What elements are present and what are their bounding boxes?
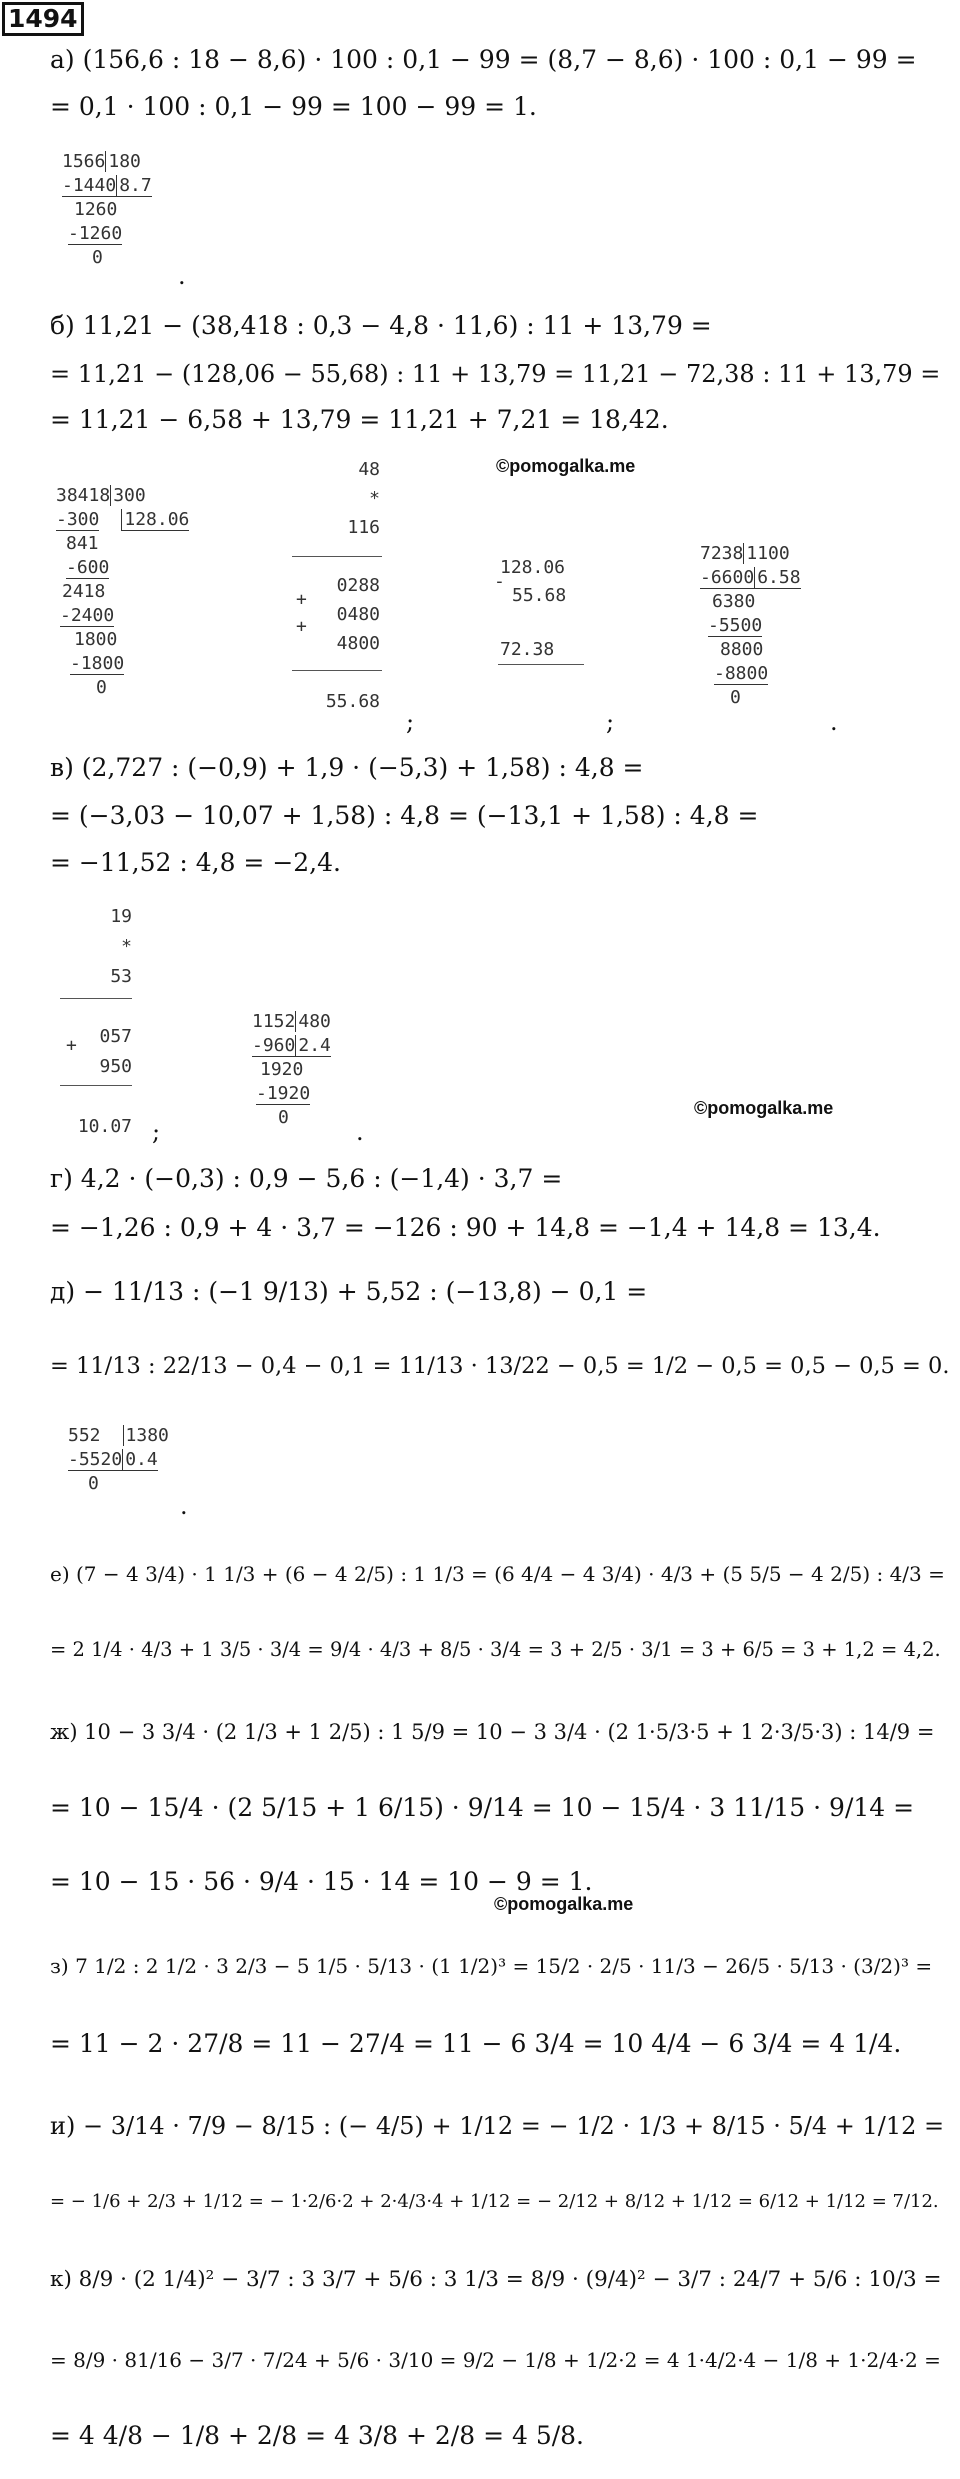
line-i1: и) − 3/14 · 7/9 − 8/15 : (− 4/5) + 1/12 = − 1/2 · 1/3 + 8/15 · 5/4 + 1/12 = bbox=[50, 2112, 945, 2140]
line-k1: к) 8/9 · (2 1/4)² − 3/7 : 3 3/7 + 5/6 : 3 1/3 = 8/9 · (9/4)² − 3/7 : 24/7 + 5/6 : 10/3 = bbox=[50, 2267, 942, 2292]
separator: . bbox=[180, 1492, 188, 1520]
line-v3: = −11,52 : 4,8 = −2,4. bbox=[50, 848, 341, 877]
calc-d-division: 552 1380 -5520 0.4 0 bbox=[68, 1425, 169, 1494]
rule bbox=[60, 1085, 132, 1086]
separator: ; bbox=[152, 1118, 161, 1146]
line-a1: а) (156,6 : 18 − 8,6) · 100 : 0,1 − 99 = (8,7 − 8,6) · 100 : 0,1 − 99 = bbox=[50, 45, 917, 74]
calc-b-subtraction: 128.06 55.68 72.38 bbox=[500, 557, 567, 660]
line-zh1: ж) 10 − 3 3/4 · (2 1/3 + 1 2/5) : 1 5/9 = 10 − 3 3/4 · (2 1·5/3·5 + 1 2·3/5·3) : 14/9 = bbox=[50, 1720, 935, 1744]
line-g2: = −1,26 : 0,9 + 4 · 3,7 = −126 : 90 + 14,8 = −1,4 + 14,8 = 13,4. bbox=[50, 1213, 881, 1242]
rule bbox=[292, 670, 382, 671]
line-i2: = − 1/6 + 2/3 + 1/12 = − 1·2/6·2 + 2·4/3·4 + 1/12 = − 2/12 + 8/12 + 1/12 = 6/12 + 1/12 = 7/12. bbox=[50, 2191, 939, 2212]
calc-b-division-1: 38418 300 -300 128.06 841 -600 2418 -2400 1800 -1800 0 bbox=[56, 485, 190, 698]
watermark: ©pomogalka.me bbox=[694, 1098, 834, 1118]
line-g1: г) 4,2 · (−0,3) : 0,9 − 5,6 : (−1,4) · 3,7 = bbox=[50, 1164, 563, 1193]
line-d2: = 11/13 : 22/13 − 0,4 − 0,1 = 11/13 · 13/22 − 0,5 = 1/2 − 0,5 = 0,5 − 0,5 = 0. bbox=[50, 1353, 950, 1379]
rule bbox=[60, 998, 132, 999]
line-e1: е) (7 − 4 3/4) · 1 1/3 + (6 − 4 2/5) : 1 1/3 = (6 4/4 − 4 3/4) · 4/3 + (5 5/5 − 4 2/5) : 4/3 = bbox=[50, 1562, 945, 1586]
line-k3: = 4 4/8 − 1/8 + 2/8 = 4 3/8 + 2/8 = 4 5/8. bbox=[50, 2421, 585, 2450]
calc-a-division: 1566 180 -1440 8.7 1260 -1260 0 bbox=[62, 151, 152, 268]
minus-sign: - bbox=[494, 571, 505, 592]
separator: . bbox=[830, 708, 838, 736]
line-zh3: = 10 − 15 · 56 · 9/4 · 15 · 14 = 10 − 9 = 1. bbox=[50, 1867, 593, 1896]
rule bbox=[498, 664, 584, 665]
separator: ; bbox=[606, 708, 615, 736]
line-b1: б) 11,21 − (38,418 : 0,3 − 4,8 · 11,6) : 11 + 13,79 = bbox=[50, 311, 712, 340]
line-zh2: = 10 − 15/4 · (2 5/15 + 1 6/15) · 9/14 = 10 − 15/4 · 3 11/15 · 9/14 = bbox=[50, 1793, 915, 1822]
calc-b-multiplication: 48 * 116 0288 0480 4800 55.68 bbox=[325, 459, 380, 712]
line-z2: = 11 − 2 · 27/8 = 11 − 27/4 = 11 − 6 3/4 = 10 4/4 − 6 3/4 = 4 1/4. bbox=[50, 2029, 902, 2058]
line-k2: = 8/9 · 81/16 − 3/7 · 7/24 + 5/6 · 3/10 = 9/2 − 1/8 + 1/2·2 = 4 1·4/2·4 − 1/8 + 1·2/4·2 = bbox=[50, 2348, 941, 2372]
calc-v-multiplication: 19 * 53 057 950 10.07 bbox=[77, 906, 132, 1137]
line-v1: в) (2,727 : (−0,9) + 1,9 · (−5,3) + 1,58) : 4,8 = bbox=[50, 753, 644, 782]
line-a2: = 0,1 · 100 : 0,1 − 99 = 100 − 99 = 1. bbox=[50, 92, 537, 121]
separator: . bbox=[178, 262, 186, 290]
problem-number: 1494 bbox=[2, 2, 84, 36]
rule bbox=[292, 556, 382, 557]
plus-sign: + bbox=[296, 589, 307, 610]
line-e2: = 2 1/4 · 4/3 + 1 3/5 · 3/4 = 9/4 · 4/3 + 8/5 · 3/4 = 3 + 2/5 · 3/1 = 3 + 6/5 = 3 + 1,2 = 4,2. bbox=[50, 1638, 941, 1661]
line-z1: з) 7 1/2 : 2 1/2 · 3 2/3 − 5 1/5 · 5/13 · (1 1/2)³ = 15/2 · 2/5 · 11/3 − 26/5 · 5/13 · (3/2)³ = bbox=[50, 1954, 933, 1978]
line-v2: = (−3,03 − 10,07 + 1,58) : 4,8 = (−13,1 + 1,58) : 4,8 = bbox=[50, 801, 759, 830]
plus-sign: + bbox=[296, 616, 307, 637]
watermark: ©pomogalka.me bbox=[494, 1894, 634, 1914]
calc-b-division-2: 7238 1100 -6600 6.58 6380 -5500 8800 -8800 0 bbox=[700, 543, 801, 708]
line-d1: д) − 11/13 : (−1 9/13) + 5,52 : (−13,8) − 0,1 = bbox=[50, 1277, 648, 1306]
separator: ; bbox=[406, 708, 415, 736]
calc-v-division: 1152 480 -960 2.4 1920 -1920 0 bbox=[252, 1011, 331, 1128]
watermark: ©pomogalka.me bbox=[496, 456, 636, 476]
separator: . bbox=[356, 1118, 364, 1146]
plus-sign: + bbox=[66, 1035, 77, 1056]
line-b2: = 11,21 − (128,06 − 55,68) : 11 + 13,79 = 11,21 − 72,38 : 11 + 13,79 = bbox=[50, 360, 941, 388]
line-b3: = 11,21 − 6,58 + 13,79 = 11,21 + 7,21 = 18,42. bbox=[50, 405, 669, 434]
